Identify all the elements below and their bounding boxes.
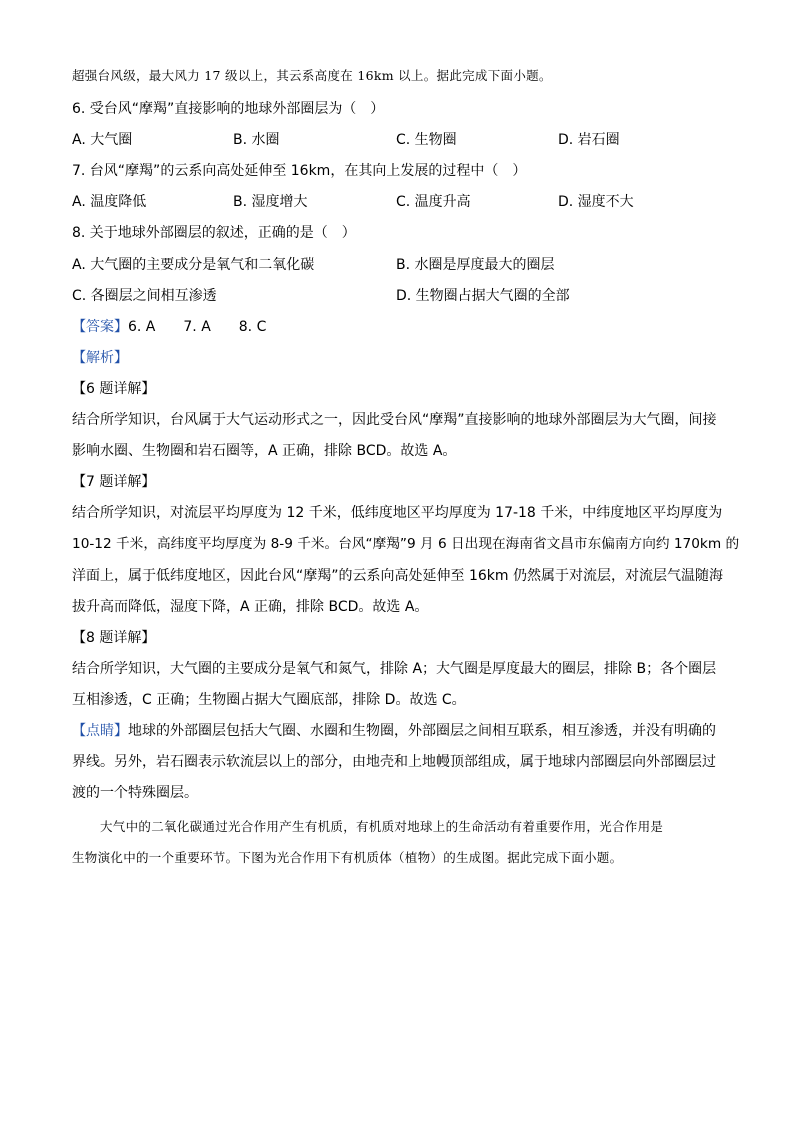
detail-8-line-2: 互相渗透，C 正确；生物圈占据大气圈底部，排除 D。故选 C。 bbox=[72, 692, 466, 708]
question-7-option-b: B. 湿度增大 bbox=[233, 194, 308, 210]
intro-paragraph-bottom-line-1: 大气中的二氧化碳通过光合作用产生有机质，有机质对地球上的生命活动有着重要作用，光合作用是 bbox=[100, 819, 664, 834]
question-7-option-c: C. 温度升高 bbox=[396, 194, 471, 210]
question-6-option-b: B. 水圈 bbox=[233, 132, 280, 148]
question-7-stem: 7. 台风“摩羯”的云系向高处延伸至 16km，在其向上发展的过程中（ ） bbox=[72, 163, 527, 179]
detail-7-line-3: 洋面上，属于低纬度地区，因此台风“摩羯”的云系向高处延伸至 16km 仍然属于对流层，对流层气温随海 bbox=[72, 568, 723, 584]
detail-6-line-2: 影响水圈、生物圈和岩石圈等，A 正确，排除 BCD。故选 A。 bbox=[72, 443, 457, 459]
detail-6-line-1: 结合所学知识，台风属于大气运动形式之一，因此受台风“摩羯”直接影响的地球外部圈层为大气圈，间接 bbox=[72, 412, 717, 428]
detail-8-label: 【8 题详解】 bbox=[72, 630, 156, 646]
intro-paragraph-top: 超强台风级，最大风力 17 级以上，其云系高度在 16km 以上。据此完成下面小题。 bbox=[72, 68, 552, 83]
question-8-option-d: D. 生物圈占据大气圈的全部 bbox=[396, 288, 570, 304]
detail-6-label: 【6 题详解】 bbox=[72, 381, 156, 397]
question-8-option-a: A. 大气圈的主要成分是氧气和二氧化碳 bbox=[72, 257, 315, 273]
detail-7-line-2: 10-12 千米，高纬度平均厚度为 8-9 千米。台风“摩羯”9 月 6 日出现在海南省文昌市东偏南方向约 170km 的 bbox=[72, 536, 740, 552]
question-8-option-c: C. 各圈层之间相互渗透 bbox=[72, 288, 217, 304]
question-6-option-c: C. 生物圈 bbox=[396, 132, 457, 148]
detail-8-line-1: 结合所学知识，大气圈的主要成分是氧气和氮气，排除 A；大气圈是厚度最大的圈层，排除 B；各个圈层 bbox=[72, 661, 717, 677]
question-6-option-d: D. 岩石圈 bbox=[558, 132, 620, 148]
intro-paragraph-bottom-line-2: 生物演化中的一个重要环节。下图为光合作用下有机质体（植物）的生成图。据此完成下面小题。 bbox=[72, 850, 623, 865]
detail-7-line-4: 拔升高而降低，湿度下降，A 正确，排除 BCD。故选 A。 bbox=[72, 599, 429, 615]
question-7-option-d: D. 湿度不大 bbox=[558, 194, 634, 210]
question-6-option-a: A. 大气圈 bbox=[72, 132, 133, 148]
detail-7-line-1: 结合所学知识，对流层平均厚度为 12 千米，低纬度地区平均厚度为 17-18 千米，中纬度地区平均厚度为 bbox=[72, 505, 723, 521]
question-6-stem: 6. 受台风“摩羯”直接影响的地球外部圈层为（ ） bbox=[72, 101, 385, 117]
analysis-label: 【解析】 bbox=[72, 350, 128, 366]
note-text-1: 地球的外部圈层包括大气圈、水圈和生物圈，外部圈层之间相互联系，相互渗透，并没有明确的 bbox=[128, 723, 716, 739]
note-label: 【点睛】 bbox=[72, 723, 128, 739]
answer-label: 【答案】 bbox=[72, 319, 128, 335]
note-line-2: 界线。另外，岩石圈表示软流层以上的部分，由地壳和上地幔顶部组成，属于地球内部圈层向外部圈层过 bbox=[72, 754, 716, 770]
question-7-option-a: A. 温度降低 bbox=[72, 194, 147, 210]
answer-line bbox=[72, 317, 266, 337]
question-8-option-b: B. 水圈是厚度最大的圈层 bbox=[396, 257, 555, 273]
detail-7-label: 【7 题详解】 bbox=[72, 474, 156, 490]
note-line-3: 渡的一个特殊圈层。 bbox=[72, 785, 198, 801]
note-line-1 bbox=[72, 721, 716, 741]
question-8-stem: 8. 关于地球外部圈层的叙述，正确的是（ ） bbox=[72, 225, 356, 241]
answer-text: 6. A 7. A 8. C bbox=[128, 319, 267, 335]
